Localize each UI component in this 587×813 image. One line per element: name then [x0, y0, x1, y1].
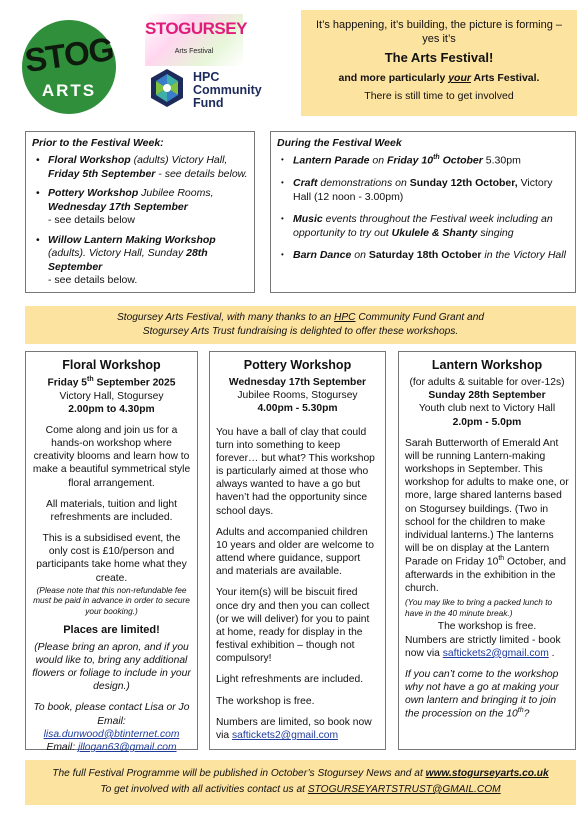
pottery-venue: Jubilee Rooms, Stogursey — [237, 390, 358, 402]
pottery-firing-info: Your item(s) will be biscuit fired once dry and then you can collect (or we will deliver) for you to paint at home, ready for display in the festival exhibition – though not compulsory! — [216, 587, 370, 665]
during-box-title: During the Festival Week — [277, 137, 402, 149]
pottery-description: You have a ball of clay that could turn into something to keep forever… but what? This workshop is particularly aimed at those who always wanted to have a go but haven’t had the opportunity since school days. — [216, 426, 375, 517]
email-link[interactable]: saftickets2@gmail.com — [442, 647, 549, 659]
pottery-time: 4.00pm - 5.30pm — [257, 403, 338, 415]
lantern-time: 2.0pm - 5.0pm — [452, 416, 522, 428]
list-item: • Willow Lantern Making Workshop (adults). Victory Hall, Sunday 28th September - see details below. — [32, 234, 248, 288]
floral-fee-note: (Please note that this non-refundable fee must be paid in advance in order to secure your booking.) — [33, 584, 190, 617]
lantern-diy-note: If you can’t come to the workshop why not have a go at making your own lantern and bringing it to join the procession on the 10th? — [405, 668, 559, 720]
list-item: • Music events throughout the Festival week including an opportunity to try out Ukulele & Shanty singing — [277, 213, 569, 240]
festival-logo-subtitle: Arts Festival — [174, 48, 214, 55]
floral-places-limited: Places are limited! — [63, 623, 160, 636]
hpc-logo-mark-icon — [147, 68, 187, 108]
footer-programme-line: The full Festival Programme will be published in October’s Stogursey News and at www.stogurseyarts.co.uk — [52, 768, 549, 779]
pottery-eligibility: Adults and accompanied children 10 years and older are welcome to attend where guidance, support and materials are available. — [216, 526, 374, 578]
pottery-free: The workshop is free. — [216, 695, 315, 707]
funding-thanks-banner: Stogursey Arts Festival, with many thanks to an HPC Community Fund Grant and Stogursey Arts Trust fundraising is delighted to offer these workshops. — [25, 306, 576, 344]
list-item: • Craft demonstrations on Sunday 12th October, Victory Hall (12 noon - 3.00pm) — [277, 177, 569, 204]
pottery-workshop-title: Pottery Workshop — [243, 358, 352, 372]
floral-venue: Victory Hall, Stogursey — [59, 390, 164, 402]
email-link[interactable]: saftickets2@gmail.com — [232, 729, 339, 741]
floral-inclusions: All materials, tuition and light refreshments are included. — [45, 498, 178, 523]
lantern-booking: Numbers are strictly limited - book now via saftickets2@gmail.com . — [405, 634, 561, 659]
floral-cost: This is a subsidised event, the only cost is £10/person and participants take home what they create. — [36, 533, 187, 584]
floral-email-2: Email: jllogan63@gmail.com — [46, 741, 177, 753]
pottery-booking: Numbers are limited, so book now via saftickets2@gmail.com — [216, 716, 372, 741]
floral-workshop-title: Floral Workshop — [62, 358, 161, 372]
lantern-free: The workshop is free. — [437, 621, 537, 633]
lantern-workshop-title: Lantern Workshop — [431, 358, 543, 372]
stog-arts-logo — [22, 20, 116, 114]
floral-date: Friday 5th September 2025 — [47, 376, 176, 389]
during-festival-box — [270, 131, 576, 293]
lantern-venue: Youth club next to Victory Hall — [418, 403, 556, 415]
hpc-logo-text: HPC Community Fund — [193, 70, 262, 111]
list-item: • Pottery Workshop Jubilee Rooms, Wednesday 17th September - see details below — [32, 187, 248, 227]
intro-line: It’s happening, it’s building, the picture is forming – yes it’s — [315, 19, 563, 46]
floral-email-1: Email: lisa.dunwood@btinternet.com — [43, 715, 180, 740]
footer-banner — [25, 760, 576, 805]
pottery-refreshments: Light refreshments are included. — [216, 674, 364, 686]
pottery-workshop-card — [209, 351, 386, 750]
lantern-date: Sunday 28th September — [428, 390, 546, 402]
list-item: • Barn Dance on Saturday 18th October in the Victory Hall — [277, 249, 569, 262]
pottery-date: Wednesday 17th September — [228, 377, 367, 388]
floral-time: 2.00pm to 4.30pm — [68, 403, 155, 415]
lantern-lunch-note: (You may like to bring a packed lunch to have in the 40 minute break.) — [405, 597, 553, 618]
website-link[interactable]: www.stogurseyarts.co.uk — [425, 768, 549, 779]
stogursey-arts-festival-logo — [145, 14, 247, 66]
floral-bring-note: (Please bring an apron, and if you would like to, bring any additional flowers or foliage to include in your design.) — [32, 641, 191, 693]
prior-box-title: Prior to the Festival Week: — [32, 137, 164, 149]
lantern-audience: (for adults & suitable for over-12s) — [409, 377, 565, 388]
email-link[interactable]: lisa.dunwood@btinternet.com — [43, 728, 180, 740]
prior-to-festival-box — [25, 131, 255, 293]
footer-contact-line: To get involved with all activities contact us at STOGURSEYARTSTRUST@GMAIL.COM — [100, 783, 501, 795]
stog-logo-top-text: STOG — [22, 29, 116, 80]
intro-call-to-action: There is still time to get involved — [364, 89, 514, 102]
floral-booking-text: To book, please contact Lisa or Jo — [33, 702, 190, 714]
hpc-community-fund-logo — [147, 68, 277, 112]
lantern-workshop-card — [398, 351, 576, 750]
list-item: • Lantern Parade on Friday 10th October 5.30pm — [277, 154, 569, 168]
intro-banner — [301, 10, 577, 116]
intro-title: The Arts Festival! — [384, 49, 494, 65]
contact-email-link[interactable]: STOGURSEYARTSTRUST@GMAIL.COM — [307, 783, 501, 795]
floral-description: Come along and join us for a hands-on workshop where creativity blooms and learn how to make a beautiful symmetrical style floral arrangement. — [32, 424, 191, 489]
lantern-description: Sarah Butterworth of Emerald Ant will be running Lantern-making workshops in September. This workshop for adults to make one, or more, large shared lanterns based on Stogursey buildings. (Two in school for the children to make individual lanterns.) The lanterns will be on display at the Lantern Parade on Friday 10th October, and afterwards in the exhibition in the church. — [405, 437, 569, 594]
festival-logo-title: STOGURSEY — [145, 19, 247, 38]
list-item: • Floral Workshop (adults) Victory Hall, Friday 5th September - see details below. — [32, 154, 248, 181]
stog-logo-bottom-text: ARTS — [41, 81, 97, 100]
floral-workshop-card — [25, 351, 198, 753]
email-link[interactable]: jllogan63@gmail.com — [77, 741, 177, 753]
intro-subline: and more particularly your Arts Festival. — [338, 72, 540, 85]
